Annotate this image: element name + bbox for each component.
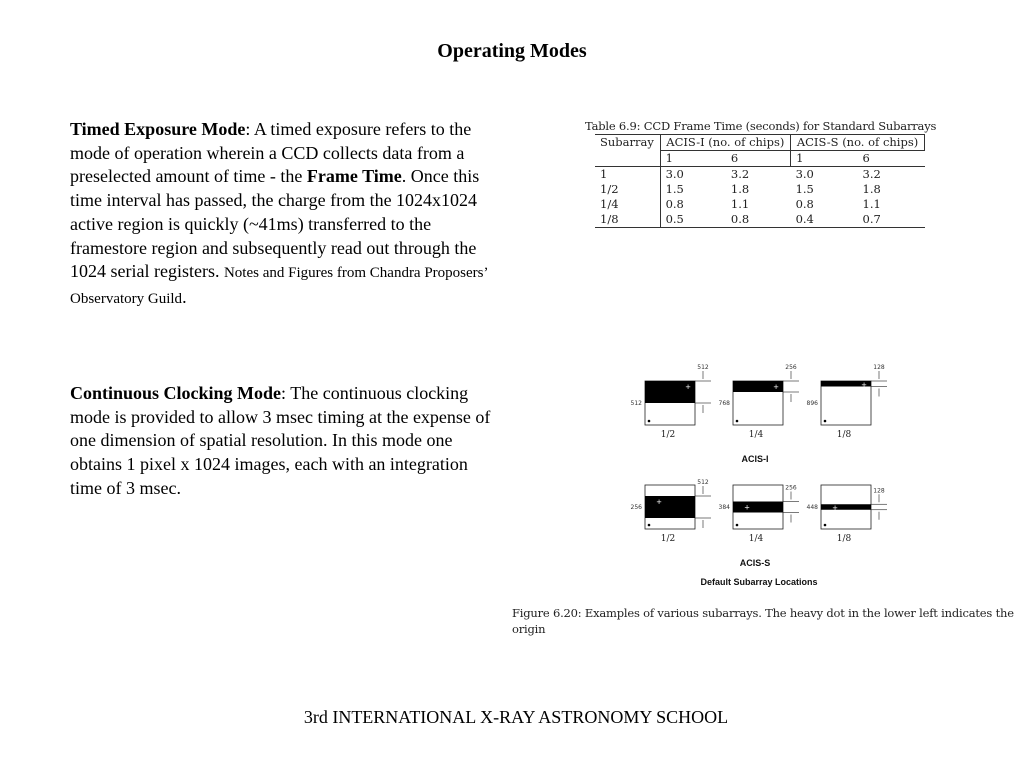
subarray-fraction-label: 1/4 [748, 430, 764, 440]
subarray-size-label: 256 [785, 484, 797, 492]
origin-dot [824, 420, 827, 423]
table-cell-subarray: 1/2 [595, 182, 660, 197]
table-subheader: 1 [660, 151, 726, 167]
table-row [595, 212, 925, 228]
table-cell: 1.5 [795, 182, 814, 196]
table-cell: 0.8 [665, 197, 684, 211]
table-cell: 0.8 [795, 197, 814, 211]
frame-time-table [595, 134, 925, 228]
table-row [595, 182, 925, 197]
table-subheader: 1 [791, 151, 858, 167]
table-cell-subarray: 1/4 [595, 197, 660, 212]
table-cell: 1.1 [862, 197, 881, 211]
continuous-clocking-text: : The continuous clocking mode is provided to allow 3 msec timing at the expense of one dimension of spatial resolution. In this mode one obtains 1 pixel x 1024 images, each with an integration time of 3 msec. [70, 383, 491, 498]
timed-exposure-text-2: . Once this time interval has passed, the charge from the 1024x1024 active region is quickly (~41ms) transferred to the framestore region and subsequently read out through the 1024 serial registers. [70, 166, 480, 282]
table-cell: 0.8 [726, 212, 791, 228]
subarray-region [733, 502, 783, 513]
subarray-offset-label: 384 [718, 504, 730, 511]
timed-exposure-paragraph [70, 118, 502, 312]
table-subheader: 6 [858, 151, 925, 167]
subarray-offset-label: 768 [718, 400, 730, 407]
timed-exposure-heading: Timed Exposure Mode [70, 119, 246, 139]
subarray-figure [600, 352, 900, 592]
table-cell: 3.2 [730, 167, 750, 181]
subarray-fraction-label: 1/2 [660, 534, 676, 544]
aimpoint-marker: + [861, 380, 867, 389]
origin-dot [648, 420, 651, 423]
table-header-acis-i: ACIS-I (no. of chips) [660, 135, 791, 151]
slide-title: Operating Modes [437, 40, 587, 62]
origin-dot [736, 524, 739, 527]
table-caption: Table 6.9: CCD Frame Time (seconds) for Standard Subarrays [585, 119, 937, 133]
acis-i-label: ACIS-I [741, 454, 769, 464]
figure-caption: Figure 6.20: Examples of various subarrays. The heavy dot in the lower left indicates the origin [512, 606, 1014, 636]
acis-s-label: ACIS-S [739, 558, 771, 568]
subarray-region [645, 496, 695, 518]
subarray-size-label: 256 [785, 364, 797, 371]
table-cell: 1.5 [665, 182, 684, 196]
aimpoint-marker: + [832, 504, 838, 512]
frame-time-table-block [585, 119, 937, 228]
subarray-offset-label: 448 [806, 504, 818, 511]
table-cell: 0.4 [791, 212, 858, 228]
continuous-clocking-heading: Continuous Clocking Mode [70, 383, 282, 403]
origin-dot [648, 524, 651, 527]
source-note: Notes and Figures from Chandra Proposers’ Observatory Guild [70, 265, 488, 307]
subarray-fraction-label: 1/8 [836, 534, 852, 544]
subarray-size-label: 128 [873, 487, 885, 495]
subarray-size-label: 128 [873, 364, 885, 371]
table-cell: 1.1 [730, 197, 750, 211]
table-cell: 3.2 [862, 167, 881, 181]
table-cell: 1.8 [862, 182, 881, 196]
aimpoint-marker: + [744, 503, 750, 512]
origin-dot [736, 420, 739, 423]
subarray-size-label: 512 [697, 479, 709, 486]
subarray-diagram [600, 352, 900, 592]
default-subarray-label: Default Subarray Locations [700, 577, 818, 587]
aimpoint-marker: + [656, 498, 662, 506]
aimpoint-marker: + [685, 383, 691, 391]
table-cell-subarray: 1/8 [595, 212, 660, 228]
table-subheader: 6 [726, 151, 791, 167]
frame-time-term: Frame Time [306, 166, 402, 187]
table-row [595, 167, 925, 183]
table-cell: 0.5 [660, 212, 726, 228]
subarray-fraction-label: 1/8 [836, 430, 852, 440]
table-cell: 0.7 [858, 212, 925, 228]
table-header-acis-s: ACIS-S (no. of chips) [791, 135, 925, 151]
table-cell-subarray: 1 [595, 167, 660, 183]
source-note-end: . [182, 286, 187, 307]
subarray-fraction-label: 1/4 [748, 534, 764, 544]
timed-exposure-text-1: : A timed exposure refers to the mode of operation wherein a CCD collects data from a preselected amount of time - the [70, 119, 472, 187]
table-row [595, 197, 925, 212]
subarray-fraction-label: 1/2 [660, 430, 676, 440]
table-header-subarray: Subarray [595, 135, 660, 151]
table-cell: 1.8 [730, 182, 750, 196]
slide-footer: 3rd INTERNATIONAL X-RAY ASTRONOMY SCHOOL [303, 707, 729, 727]
subarray-size-label: 512 [697, 364, 709, 371]
subarray-offset-label: 512 [630, 400, 642, 407]
table-cell: 3.0 [665, 167, 684, 181]
aimpoint-marker: + [773, 383, 779, 391]
subarray-offset-label: 896 [806, 400, 818, 407]
table-cell: 3.0 [795, 167, 814, 181]
origin-dot [824, 524, 827, 527]
subarray-region [821, 504, 871, 510]
subarray-offset-label: 256 [630, 504, 642, 511]
table-header-spacer [595, 151, 660, 167]
continuous-clocking-paragraph [70, 382, 502, 501]
